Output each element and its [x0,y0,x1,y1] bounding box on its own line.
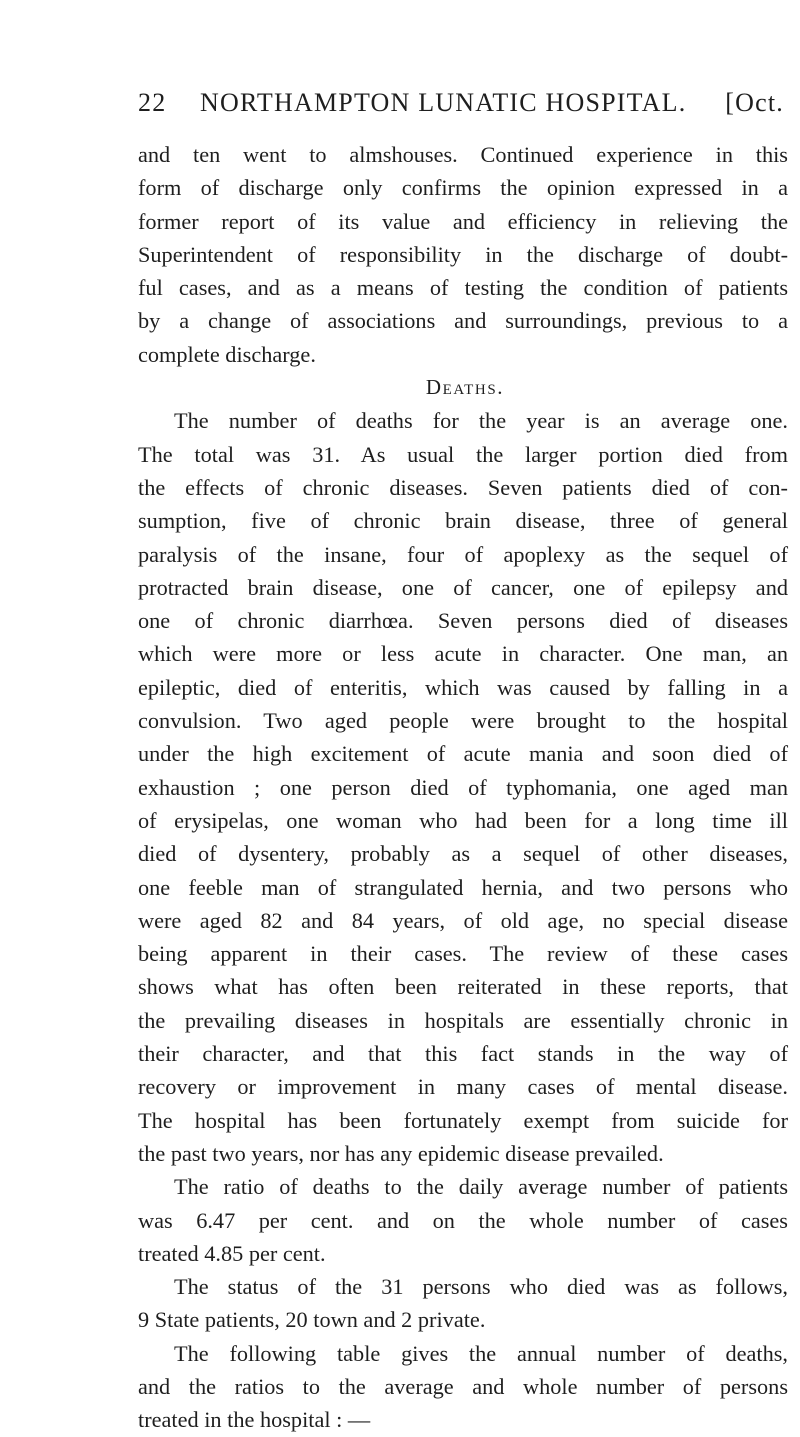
text-line: complete discharge. [138,341,316,367]
text-line: ful cases, and as a means of testing the condition of patients [138,275,788,301]
page-number: 22 [138,88,167,117]
text-line: the past two years, nor has any epidemic disease prevailed. [138,1140,664,1166]
text-line: being apparent in their cases. The review of these cases [138,941,788,967]
text-line: epileptic, died of enteritis, which was caused by falling in a [138,674,788,700]
running-head-month: [Oct. [725,88,784,117]
paragraph-status [138,1270,788,1337]
running-title: NORTHAMPTON LUNATIC HOSPITAL. [200,88,687,117]
text-line: one feeble man of strangulated hernia, and two persons who [138,874,788,900]
text-line: The ratio of deaths to the daily average number of patients [174,1174,788,1200]
text-line: form of discharge only confirms the opinion expressed in a [138,175,788,201]
text-line: The following table gives the annual number of deaths, [174,1340,788,1366]
paragraph-deaths [138,404,788,1170]
text-line: which were more or less acute in character. One man, an [138,641,788,667]
text-line: one of chronic diarrhœa. Seven persons died of diseases [138,608,788,634]
text-line: 9 State patients, 20 town and 2 private. [138,1307,486,1333]
text-line: the effects of chronic diseases. Seven patients died of con- [138,474,788,500]
text-line: under the high excitement of acute mania and soon died of [138,741,788,767]
text-line: were aged 82 and 84 years, of old age, no special disease [138,907,788,933]
text-line: sumption, five of chronic brain disease, three of general [138,508,788,534]
text-line: was 6.47 per cent. and on the whole number of cases [138,1207,788,1233]
text-line: former report of its value and efficiency in relieving the [138,208,788,234]
text-line: by a change of associations and surroundings, previous to a [138,308,788,334]
text-line: treated in the hospital : — [138,1407,371,1433]
text-line: Superintendent of responsibility in the discharge of doubt- [138,241,788,267]
running-head [138,88,788,128]
text-line: exhaustion ; one person died of typhomania, one aged man [138,774,788,800]
text-line: died of dysentery, probably as a sequel of other diseases, [138,841,788,867]
text-line: treated 4.85 per cent. [138,1240,326,1266]
text-line: The status of the 31 persons who died was as follows, [174,1274,788,1300]
text-line: paralysis of the insane, four of apoplexy as the sequel of [138,541,788,567]
paragraph-discharge [138,138,788,371]
text-line: convulsion. Two aged people were brought to the hospital [138,708,788,734]
text-line: and the ratios to the average and whole number of persons [138,1373,788,1399]
text-line: The hospital has been fortunately exempt from suicide for [138,1107,788,1133]
text-line: and ten went to almshouses. Continued experience in this [138,142,788,167]
text-line: The number of deaths for the year is an average one. [174,408,788,434]
paragraph-ratio [138,1170,788,1270]
text-line: of erysipelas, one woman who had been for a long time ill [138,807,788,833]
text-line: protracted brain disease, one of cancer, one of epilepsy and [138,574,788,600]
text-line: The total was 31. As usual the larger portion died from [138,441,788,467]
text-line: shows what has often been reiterated in these reports, that [138,974,788,1000]
body-text [138,138,788,1437]
text-line: recovery or improvement in many cases of mental disease. [138,1074,788,1100]
text-line: their character, and that this fact stands in the way of [138,1041,788,1067]
section-heading: Deaths. [425,375,505,400]
text-line: the prevailing diseases in hospitals are essentially chronic in [138,1007,788,1033]
paragraph-table-intro [138,1337,788,1437]
